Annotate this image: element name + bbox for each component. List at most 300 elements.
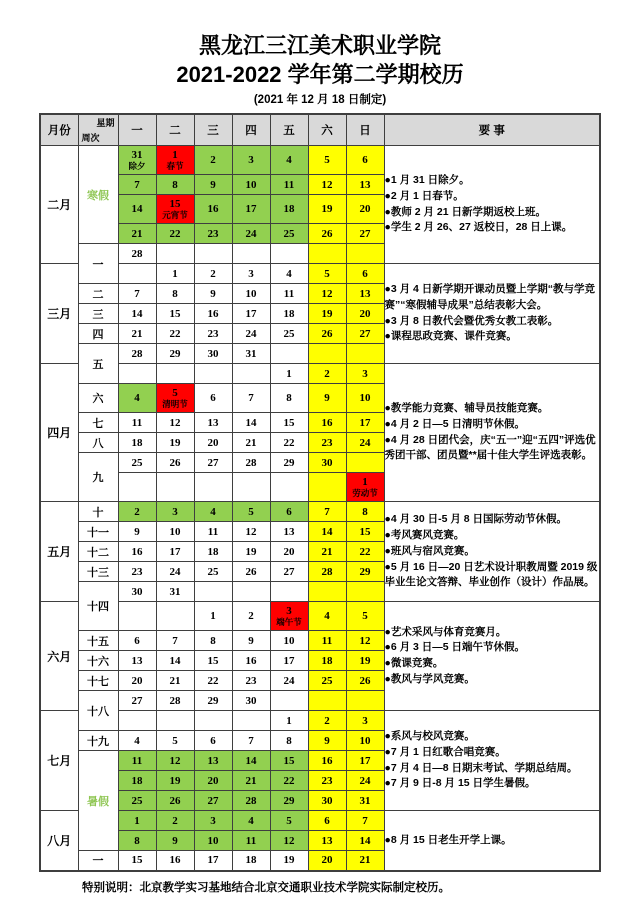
day-cell [270, 731, 308, 751]
day-number: 25 [207, 565, 219, 578]
day-number: 1 [134, 814, 140, 827]
day-cell [194, 522, 232, 542]
day-cell [118, 811, 156, 831]
day-number: 22 [283, 436, 295, 449]
remark-line: ●7 月 4 日—8 日期末考试、学期总结周。 [384, 761, 578, 774]
day-number: 26 [245, 565, 257, 578]
day-cell [194, 304, 232, 324]
day-number: 26 [169, 456, 181, 469]
day-cell [118, 344, 156, 364]
day-cell [156, 473, 194, 502]
day-cell [232, 671, 270, 691]
day-cell [232, 344, 270, 364]
day-cell [118, 631, 156, 651]
day-number: 22 [169, 227, 181, 240]
day-number: 5 [172, 387, 178, 400]
day-number: 14 [131, 307, 143, 320]
day-number: 6 [210, 392, 216, 405]
day-cell [270, 831, 308, 851]
day-number: 29 [207, 694, 219, 707]
day-cell [156, 304, 194, 324]
remark-line: ●4 月 2 日—5 日清明节休假。 [384, 417, 526, 430]
day-number: 12 [245, 525, 257, 538]
day-cell [308, 731, 346, 751]
day-cell [308, 811, 346, 831]
day-number: 26 [359, 674, 371, 687]
day-cell [118, 711, 156, 731]
calendar-table [39, 113, 601, 872]
day-cell [118, 751, 156, 771]
day-cell [346, 731, 384, 751]
day-number: 8 [362, 505, 368, 518]
remarks-header: 要 事 [384, 114, 600, 146]
week-number-cell: 十三 [78, 562, 118, 582]
day-number: 17 [283, 654, 295, 667]
day-number: 2 [210, 267, 216, 280]
day-number: 30 [245, 694, 257, 707]
day-cell [308, 146, 346, 175]
day-cell [118, 195, 156, 224]
day-cell [346, 195, 384, 224]
day-cell [308, 631, 346, 651]
remark-line: ●系风与校风竞赛。 [384, 730, 475, 743]
day-cell [156, 631, 194, 651]
day-number: 19 [321, 307, 333, 320]
day-number: 9 [210, 287, 216, 300]
day-cell [270, 562, 308, 582]
day-cell [118, 324, 156, 344]
month-header: 月份 [40, 114, 78, 146]
month-cell: 六月 [40, 602, 78, 711]
day-cell [118, 731, 156, 751]
day-cell [270, 244, 308, 264]
day-number: 30 [131, 585, 143, 598]
day-cell [118, 771, 156, 791]
week-number-cell: 十 [78, 502, 118, 522]
day-cell [232, 602, 270, 631]
day-cell [118, 244, 156, 264]
day-cell [194, 811, 232, 831]
day-cell [156, 264, 194, 284]
day-number: 28 [245, 794, 257, 807]
day-number: 16 [245, 654, 257, 667]
day-number: 26 [321, 327, 333, 340]
day-cell [308, 364, 346, 384]
day-number: 23 [321, 436, 333, 449]
day-number: 6 [324, 814, 330, 827]
remark-line: ●8 月 15 日老生开学上课。 [384, 833, 512, 846]
day-number: 5 [324, 267, 330, 280]
day-number: 6 [286, 505, 292, 518]
day-number: 6 [134, 634, 140, 647]
special-note: 特别说明：北京教学实习基地结合北京交通职业技术学院实际制定校历。 [82, 881, 450, 894]
day-cell [156, 602, 194, 631]
day-cell [232, 851, 270, 871]
school-name: 黑龙江三江美术职业学院 [198, 33, 441, 58]
day-cell [346, 671, 384, 691]
day-number: 9 [134, 525, 140, 538]
day-number: 15 [359, 525, 371, 538]
day-number: 24 [283, 674, 295, 687]
day-cell [156, 731, 194, 751]
day-number: 15 [283, 416, 295, 429]
day-cell [156, 542, 194, 562]
day-number: 2 [248, 610, 254, 623]
day-number: 21 [131, 327, 143, 340]
day-cell-holiday [156, 146, 194, 175]
day-number: 7 [324, 505, 330, 518]
day-number: 19 [245, 545, 257, 558]
remarks-cell [384, 502, 600, 602]
day-cell-holiday [346, 473, 384, 502]
day-number: 10 [245, 287, 257, 300]
remark-line: ●微课竞赛。 [384, 657, 444, 670]
day-cell [232, 731, 270, 751]
calendar-row [40, 264, 600, 284]
day-number: 5 [324, 154, 330, 167]
calendar-row [40, 602, 600, 631]
day-number: 23 [245, 674, 257, 687]
date-issued: (2021 年 12 月 18 日制定) [253, 94, 387, 107]
day-cell [308, 473, 346, 502]
day-cell [156, 751, 194, 771]
day-number: 25 [283, 327, 295, 340]
day-number: 11 [131, 416, 143, 429]
week-number-cell: 四 [78, 324, 118, 344]
day-cell [270, 146, 308, 175]
day-cell [270, 195, 308, 224]
day-cell [308, 691, 346, 711]
day-number: 18 [283, 307, 295, 320]
day-cell [194, 731, 232, 751]
day-number: 19 [321, 203, 333, 216]
day-cell [194, 473, 232, 502]
day-cell [346, 224, 384, 244]
calendar-row [40, 811, 600, 831]
day-cell [194, 284, 232, 304]
day-number: 13 [359, 178, 371, 191]
day-number: 21 [359, 854, 371, 867]
day-cell [308, 284, 346, 304]
day-cell [118, 264, 156, 284]
day-cell [346, 582, 384, 602]
day-header-wed: 三 [194, 114, 232, 146]
day-number: 7 [134, 178, 140, 191]
day-number: 21 [245, 774, 257, 787]
day-cell [232, 542, 270, 562]
day-header-fri: 五 [270, 114, 308, 146]
day-cell [232, 284, 270, 304]
day-number: 31 [169, 585, 181, 598]
day-number: 27 [131, 694, 143, 707]
day-number: 29 [283, 456, 295, 469]
calendar-row [40, 711, 600, 731]
day-number: 23 [321, 774, 333, 787]
week-number-cell: 十五 [78, 631, 118, 651]
week-number-cell: 十六 [78, 651, 118, 671]
day-number: 13 [321, 834, 333, 847]
day-cell [308, 522, 346, 542]
day-number: 22 [359, 545, 371, 558]
day-cell [346, 304, 384, 324]
day-number: 20 [283, 545, 295, 558]
day-cell [308, 771, 346, 791]
day-cell [156, 224, 194, 244]
day-number: 19 [283, 854, 295, 867]
day-cell [346, 542, 384, 562]
day-cell [232, 811, 270, 831]
day-cell [232, 175, 270, 195]
day-cell [270, 711, 308, 731]
day-number: 13 [207, 416, 219, 429]
day-number: 5 [248, 505, 254, 518]
header-row [40, 114, 600, 146]
month-cell: 二月 [40, 146, 78, 264]
day-cell [232, 631, 270, 651]
remarks-cell [384, 811, 600, 871]
day-cell [308, 542, 346, 562]
day-number: 29 [359, 565, 371, 578]
day-number: 17 [245, 203, 257, 216]
day-cell [118, 502, 156, 522]
day-number: 25 [131, 794, 143, 807]
day-number: 15 [131, 854, 143, 867]
day-cell [194, 453, 232, 473]
day-number: 9 [210, 178, 216, 191]
day-number: 4 [286, 267, 292, 280]
day-number: 4 [286, 154, 292, 167]
day-number: 19 [169, 774, 181, 787]
remarks-cell [384, 264, 600, 364]
week-number-cell: 八 [78, 433, 118, 453]
day-cell [194, 562, 232, 582]
day-cell [346, 562, 384, 582]
day-number: 2 [324, 714, 330, 727]
day-number: 20 [359, 203, 371, 216]
day-number: 1 [172, 149, 178, 162]
remark-line: ●1 月 31 日除夕。 [384, 174, 470, 187]
day-header-mon: 一 [118, 114, 156, 146]
day-number: 28 [245, 456, 257, 469]
day-cell [156, 344, 194, 364]
day-cell [270, 631, 308, 651]
day-cell [308, 344, 346, 364]
day-cell [118, 284, 156, 304]
day-number: 18 [131, 436, 143, 449]
remark-line: ●7 月 1 日红歌合唱竞赛。 [384, 745, 506, 758]
day-cell [156, 831, 194, 851]
holiday-label: 清明节 [162, 398, 188, 409]
day-number: 12 [169, 416, 181, 429]
day-cell [270, 304, 308, 324]
day-cell [118, 522, 156, 542]
day-number: 25 [283, 227, 295, 240]
holiday-label: 除夕 [128, 160, 146, 171]
day-cell [232, 711, 270, 731]
day-number: 6 [362, 154, 368, 167]
day-cell [232, 831, 270, 851]
day-number: 30 [321, 456, 333, 469]
remarks-cell [384, 602, 600, 711]
month-cell: 四月 [40, 364, 78, 502]
day-number: 14 [169, 654, 181, 667]
month-cell: 五月 [40, 502, 78, 602]
day-cell [194, 175, 232, 195]
remark-line: ●3 月 8 日教代会暨优秀女教工表彰。 [384, 314, 559, 327]
day-cell [270, 413, 308, 433]
day-cell [270, 651, 308, 671]
remark-line: ●考风赛风竞赛。 [384, 529, 465, 542]
day-number: 20 [359, 307, 371, 320]
day-cell [346, 264, 384, 284]
day-cell [118, 651, 156, 671]
day-number: 20 [321, 854, 333, 867]
day-cell [194, 433, 232, 453]
day-header-sun: 日 [346, 114, 384, 146]
day-cell [232, 304, 270, 324]
day-cell [232, 224, 270, 244]
day-cell [270, 522, 308, 542]
day-number: 28 [321, 565, 333, 578]
day-number: 14 [359, 834, 371, 847]
day-number: 17 [359, 754, 371, 767]
day-cell [346, 284, 384, 304]
day-cell [156, 771, 194, 791]
day-cell [270, 791, 308, 811]
day-cell [156, 711, 194, 731]
remark-line: ●艺术采风与体育竞赛月。 [384, 625, 507, 638]
day-number: 3 [210, 814, 216, 827]
remark-line: ●2 月 1 日春节。 [384, 189, 464, 202]
day-cell [194, 195, 232, 224]
day-number: 14 [131, 203, 143, 216]
day-cell [118, 602, 156, 631]
day-number: 9 [324, 734, 330, 747]
day-cell [194, 542, 232, 562]
day-cell [346, 364, 384, 384]
day-cell [270, 453, 308, 473]
day-cell [232, 562, 270, 582]
day-number: 5 [172, 734, 178, 747]
day-number: 26 [169, 794, 181, 807]
day-cell [118, 831, 156, 851]
day-number: 10 [283, 634, 295, 647]
day-cell [194, 791, 232, 811]
remark-line: ●4 月 28 日团代会，庆“五一”迎“五四”评选优秀团干部、团员暨**届十佳大学生评选表彰。 [384, 433, 596, 462]
day-number: 3 [172, 505, 178, 518]
day-cell [118, 473, 156, 502]
day-cell [118, 304, 156, 324]
day-cell [270, 473, 308, 502]
day-number: 31 [359, 794, 371, 807]
week-number-cell: 十七 [78, 671, 118, 691]
day-cell [232, 146, 270, 175]
day-cell [270, 811, 308, 831]
day-number: 18 [131, 774, 143, 787]
day-number: 27 [283, 565, 295, 578]
page-title: 2021-2022 学年第二学期校历 [176, 61, 464, 87]
day-number: 13 [131, 654, 143, 667]
day-cell-holiday [156, 195, 194, 224]
day-cell [346, 344, 384, 364]
day-cell [270, 364, 308, 384]
day-cell [308, 433, 346, 453]
month-cell: 七月 [40, 711, 78, 811]
week-number-cell: 三 [78, 304, 118, 324]
day-number: 7 [134, 287, 140, 300]
day-number: 1 [172, 267, 178, 280]
day-header-thu: 四 [232, 114, 270, 146]
day-number: 24 [169, 565, 181, 578]
day-number: 23 [131, 565, 143, 578]
day-cell [156, 413, 194, 433]
day-cell [346, 324, 384, 344]
day-number: 23 [207, 227, 219, 240]
day-number: 24 [245, 327, 257, 340]
day-cell [194, 502, 232, 522]
day-cell [156, 811, 194, 831]
day-header-tue: 二 [156, 114, 194, 146]
remark-line: ●课程思政竞赛、课件竞赛。 [384, 330, 517, 343]
day-number: 27 [207, 456, 219, 469]
day-number: 6 [210, 734, 216, 747]
week-number-cell: 十八 [78, 691, 118, 731]
vacation-label-cell: 寒假 [78, 146, 118, 244]
day-number: 8 [172, 287, 178, 300]
day-number: 4 [248, 814, 254, 827]
day-cell [232, 264, 270, 284]
day-number: 7 [248, 392, 254, 405]
day-cell [308, 244, 346, 264]
day-cell [118, 433, 156, 453]
day-number: 10 [359, 734, 371, 747]
day-cell [194, 324, 232, 344]
day-number: 20 [207, 436, 219, 449]
week-number-cell: 一 [78, 851, 118, 871]
day-cell [156, 244, 194, 264]
day-cell [156, 364, 194, 384]
day-cell [346, 691, 384, 711]
day-cell [194, 751, 232, 771]
day-cell [308, 651, 346, 671]
day-number: 15 [169, 307, 181, 320]
day-cell [156, 562, 194, 582]
week-number-cell: 六 [78, 384, 118, 413]
day-cell [194, 364, 232, 384]
day-cell [194, 631, 232, 651]
day-number: 16 [131, 545, 143, 558]
remark-line: ●4 月 30 日-5 月 8 日国际劳动节休假。 [384, 513, 568, 526]
day-cell [346, 791, 384, 811]
day-cell-holiday [156, 384, 194, 413]
day-cell [232, 771, 270, 791]
day-cell [232, 244, 270, 264]
vacation-label-cell: 暑假 [78, 751, 118, 851]
day-cell [308, 751, 346, 771]
day-cell [270, 771, 308, 791]
day-number: 19 [359, 654, 371, 667]
day-number: 9 [248, 634, 254, 647]
day-cell [270, 671, 308, 691]
remarks-cell [384, 146, 600, 264]
day-cell [232, 195, 270, 224]
week-number-cell: 七 [78, 413, 118, 433]
day-number: 2 [134, 505, 140, 518]
day-cell [194, 651, 232, 671]
day-number: 10 [169, 525, 181, 538]
day-cell [270, 542, 308, 562]
day-number: 2 [210, 154, 216, 167]
